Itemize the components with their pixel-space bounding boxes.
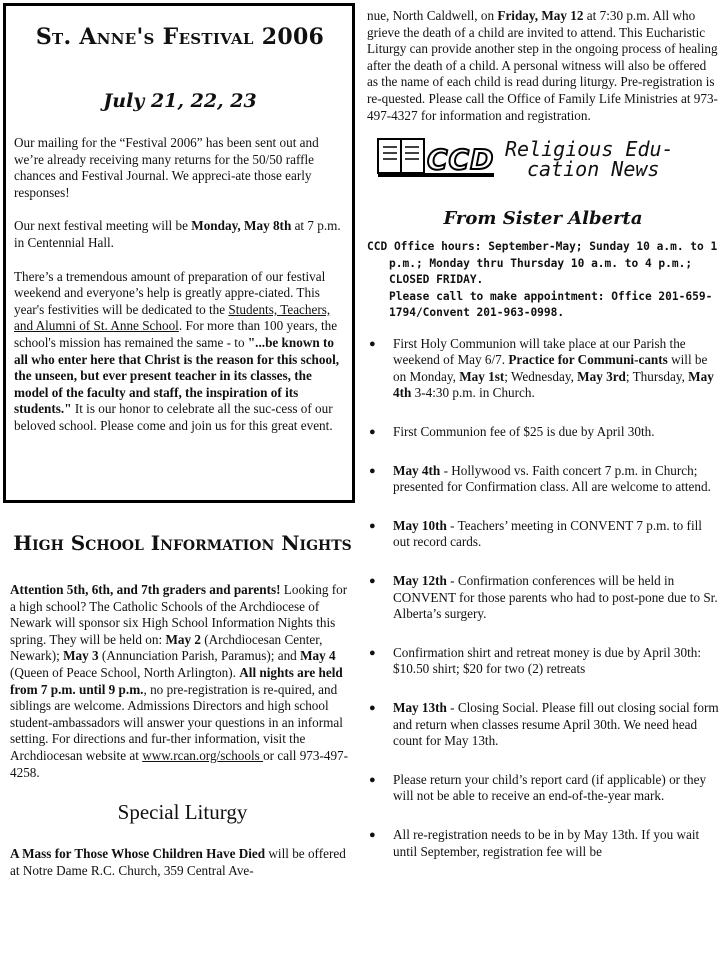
festival-paragraph-1: Our mailing for the “Festival 2006” has been sent out and we’re already receiving many returns for the 50/50 raffle chances and Festival Journal. We appreci-ate those early responses! xyxy=(14,135,319,200)
list-item: ● May 10th - Teachers’ meeting in CONVENT 7 p.m. to fill out record cards. xyxy=(369,517,702,550)
ccd-logo-text: CCD xyxy=(427,143,495,177)
bullet-icon: ● xyxy=(369,519,376,532)
bullet-icon: ● xyxy=(369,575,376,587)
book-icon xyxy=(377,136,495,178)
bullet-icon: ● xyxy=(369,828,376,841)
list-item: ● May 4th - Hollywood vs. Faith concert 7 p.m. in Church; presented for Confirmation class. All are welcome to attend. xyxy=(369,462,711,495)
bullet-icon: ● xyxy=(369,701,376,714)
festival-paragraph-3: There’s a tremendous amount of preparation of our festival weekend and everyone’s help is greatly appre-ciated. This year's festivities will be dedicated to the Students, Teachers, and Alumni of St. Anne School. For more than 100 years, the school's mission has remained the same - to "...be known to all who enter here that Christ is the reason for this school, the unseen, but ever present teacher in its classes, the model of the faculty and staff, the inspiration of its students." It is our honor to celebrate all the suc-cess of our beloved school. Please come and join us for this great event. xyxy=(14,268,340,433)
bullet-icon: ● xyxy=(369,773,376,786)
rcan-link[interactable]: www.rcan.org/schools xyxy=(142,747,264,763)
left-lower-column xyxy=(10,530,355,879)
religious-ed-header xyxy=(367,136,719,192)
dedication-underline: Students, Teachers, and Alumni of St. Anne School xyxy=(14,301,331,334)
bullet-icon: ● xyxy=(369,337,376,350)
list-item: ● All re-registration needs to be in by May 13th. If you wait until September, registration fee will be xyxy=(369,826,700,859)
festival-dates: July 21, 22, 23 xyxy=(103,90,257,112)
list-item: ● Confirmation shirt and retreat money is due by April 30th: $10.50 shirt; $20 for two (2) retreats xyxy=(369,644,702,677)
list-item: ● May 13th - Closing Social. Please fill out closing social form and return when classes resume April 30th. We need head count for May 13th. xyxy=(369,699,719,749)
festival-paragraph-2: Our next festival meeting will be Monday, May 8th at 7 p.m. in Centennial Hall. xyxy=(14,218,341,250)
mission-quote: "...be known to all who enter here that Christ is the reason for this school, the unseen, but ever present teacher in its classes, the model of the faculty and staff, the inspiration of its students." xyxy=(14,334,340,417)
bullet-icon: ● xyxy=(369,426,376,439)
liturgy-body: A Mass for Those Whose Children Have Died will be offered at Notre Dame R.C. Church, 359 Central Ave- xyxy=(10,846,346,878)
liturgy-title: Special Liturgy xyxy=(117,800,248,825)
ccd-bullet-list xyxy=(367,336,719,860)
hs-title: High School Information Nights xyxy=(13,531,352,555)
liturgy-continued: nue, North Caldwell, on Friday, May 12 at 7:30 p.m. All who grieve the death of a child are invited to attend. This Eucharistic Liturgy can provide another step in the ongoing process of healing after the death of a child. A personal witness will also be offered as the name of each child is read during liturgy. Pre-registration is re-quested. Please call the Office of Family Life Ministries at 973-497-4327 for information and registration. xyxy=(367,8,718,123)
sister-alberta-title: From Sister Alberta xyxy=(443,208,643,230)
bullet-icon: ● xyxy=(369,646,376,659)
festival-title: St. Anne's Festival 2006 xyxy=(35,24,325,50)
right-column xyxy=(367,8,719,882)
office-hours: CCD Office hours: September-May; Sunday 10 a.m. to 1 p.m.; Monday thru Thursday 10 a.m. to 4 p.m.; CLOSED FRIDAY. Please call to make appointment: Office 201-659-1794/Convent 201-963-0998. xyxy=(367,240,718,320)
list-item: ● First Holy Communion will take place at our Parish the weekend of May 6/7. Practice for Communi-cants will be on Monday, May 1st; Wednesday, May 3rd; Thursday, May 4th 3-4:30 p.m. in Church. xyxy=(369,335,714,401)
hs-body: Attention 5th, 6th, and 7th graders and parents! Looking for a high school? The Catholic Schools of the Archdiocese of Newark will sponsor six High School Information Nights this spring. They will be held on: May 2 (Archdiocesan Center, Newark); May 3 (Annunciation Parish, Paramus); and May 4 (Queen of Peace School, North Arlington). All nights are held from 7 p.m. until 9 p.m., no pre-registration is re-quired, and siblings are welcome. Admissions Directors and high school student-ambassadors will answer your questions in an informal setting. For directions and fur-ther information, visit the Archdiocesan website at www.rcan.org/schools or call 973-497-4258. xyxy=(10,582,349,780)
religious-ed-title: Religious Edu- cation News xyxy=(505,137,674,182)
list-item: ● First Communion fee of $25 is due by April 30th. xyxy=(369,424,655,440)
list-item: ● Please return your child’s report card (if applicable) or they will not be able to receive an end-of-the-year mark. xyxy=(369,771,707,804)
bullet-icon: ● xyxy=(369,464,376,477)
list-item: ● May 12th - Confirmation conferences will be held in CONVENT for those parents who had to post-pone due to Sr. Alberta’s surgery. xyxy=(369,573,718,622)
festival-box xyxy=(3,3,355,503)
